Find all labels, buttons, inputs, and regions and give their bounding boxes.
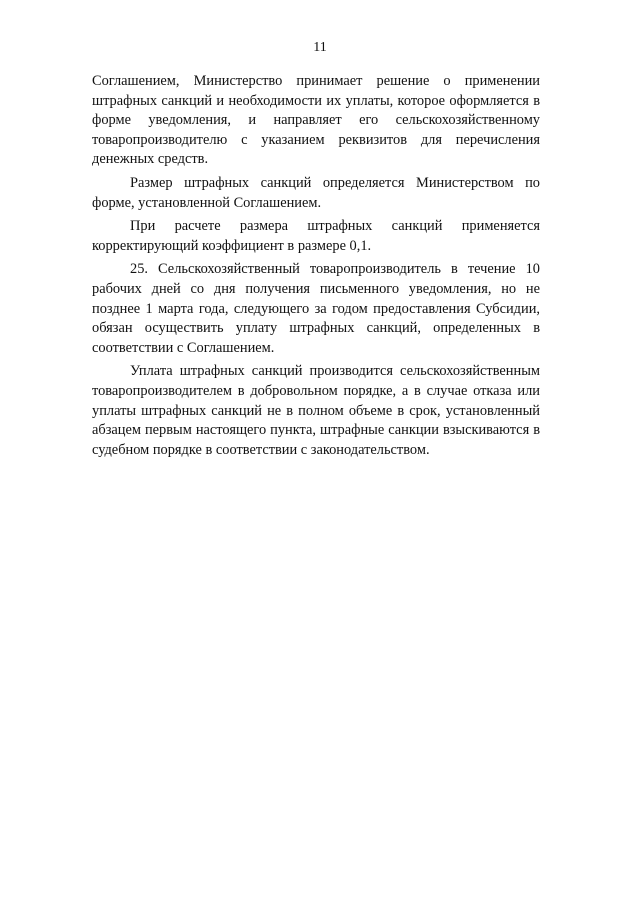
document-body	[92, 72, 540, 464]
paragraph-penalty-size: Размер штрафных санкций определяется Министерством по форме, установленной Соглашением.	[92, 174, 540, 211]
paragraph-penalty-payment: Уплата штрафных санкций производится сельскохозяйственным товаропроизводителем в добровольном порядке, а в случае отказа или уплаты штрафных санкций не в полном объеме в срок, установленный абзацем первым настоящего пункта, штрафные санкции взыскиваются в судебном порядке в соответствии с законодательством.	[92, 363, 540, 458]
paragraph-item-25: 25. Сельскохозяйственный товаропроизводитель в течение 10 рабочих дней со дня получения письменного уведомления, но не позднее 1 марта года, следующего за годом предоставления Субсидии, обязан осуществить уплату штрафных санкций, определенных в соответствии с Соглашением.	[92, 261, 540, 356]
page-number: 11	[313, 40, 327, 55]
paragraph-continuation: Соглашением, Министерство принимает решение о применении штрафных санкций и необходимости их уплаты, которое оформляется в форме уведомления, и направляет его сельскохозяйственному товаропроизводителю с указанием реквизитов для перечисления денежных средств.	[92, 73, 540, 168]
paragraph-correction-coefficient: При расчете размера штрафных санкций применяется корректирующий коэффициент в размере 0,1.	[92, 218, 540, 254]
